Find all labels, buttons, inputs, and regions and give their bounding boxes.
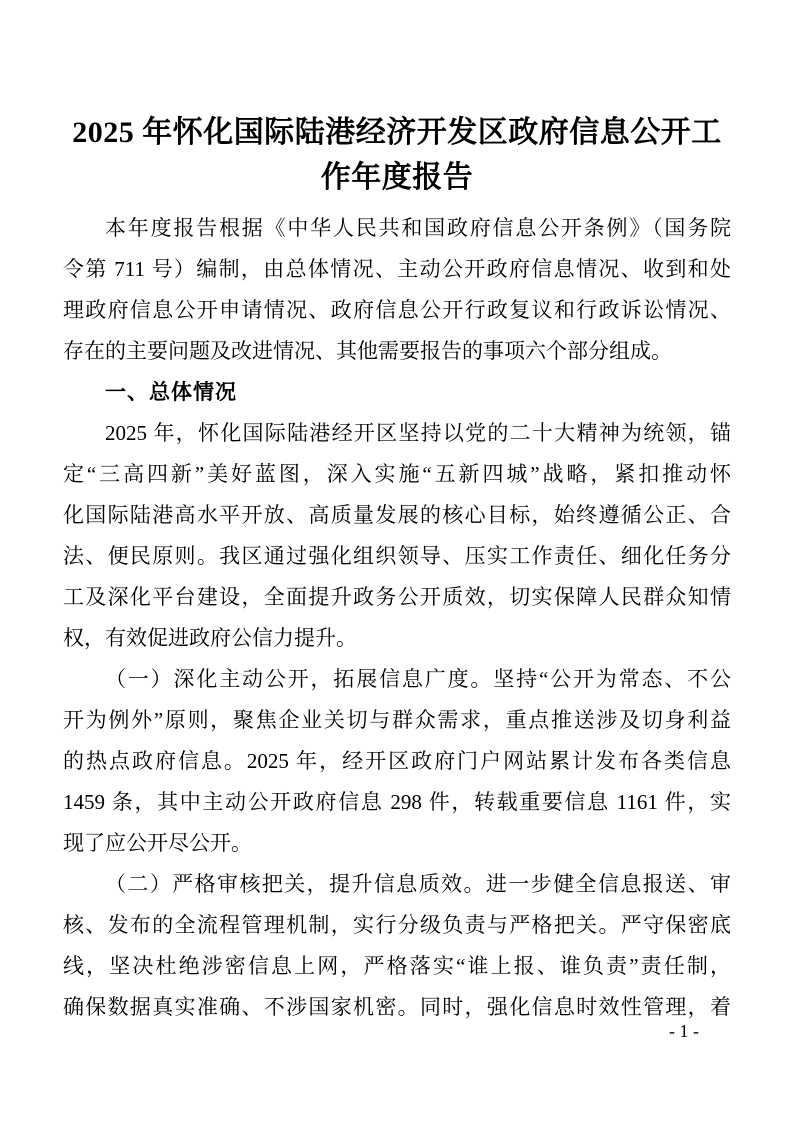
paragraph-line: 开为例外”原则，聚焦企业关切与群众需求，重点推送涉及切身利益 [63, 708, 731, 732]
paragraph-line: 权，有效促进政府公信力提升。 [63, 626, 357, 650]
paragraph-line: 核、发布的全流程管理机制，实行分级负责与严格把关。严守保密底 [63, 913, 731, 937]
paragraph-line: 定“三高四新”美好蓝图，深入实施“五新四城”战略，紧扣推动怀 [63, 462, 731, 486]
paragraph-line: 法、便民原则。我区通过强化组织领导、压实工作责任、细化任务分 [63, 544, 731, 568]
paragraph-line: 令第 711 号）编制，由总体情况、主动公开政府信息情况、收到和处 [63, 257, 731, 281]
document-title [63, 110, 731, 200]
page-number: - 1 - [669, 1021, 699, 1041]
paragraph-line: 工及深化平台建设，全面提升政务公开质效，切实保障人民群众知情 [63, 585, 731, 609]
paragraph-line: 存在的主要问题及改进情况、其他需要报告的事项六个部分组成。 [63, 339, 672, 363]
document-content [63, 110, 731, 1028]
paragraph-line: 现了应公开尽公开。 [63, 831, 252, 855]
document-title-line-2: 作年度报告 [320, 161, 474, 194]
paragraph-line: 本年度报告根据《中华人民共和国政府信息公开条例》（国务院 [105, 216, 731, 240]
paragraph-line: 线，坚决杜绝涉密信息上网，严格落实“谁上报、谁负责”责任制， [63, 954, 731, 978]
paragraph-line: 2025 年，怀化国际陆港经开区坚持以党的二十大精神为统领，锚 [105, 421, 731, 445]
paragraph-line: （一）深化主动公开，拓展信息广度。坚持“公开为常态、不公 [105, 667, 731, 691]
section-heading: 一、总体情况 [105, 381, 237, 404]
paragraph-line: 的热点政府信息。2025 年，经开区政府门户网站累计发布各类信息 [63, 749, 731, 773]
paragraph-line: 确保数据真实准确、不涉国家机密。同时，强化信息时效性管理，着 [63, 995, 731, 1019]
paragraph-line: 化国际陆港高水平开放、高质量发展的核心目标，始终遵循公正、合 [63, 503, 731, 527]
paragraph-line: 1459 条，其中主动公开政府信息 298 件，转载重要信息 1161 件，实 [63, 790, 731, 814]
document-body [63, 208, 731, 1028]
paragraph-line: 理政府信息公开申请情况、政府信息公开行政复议和行政诉讼情况、 [63, 298, 731, 322]
document-title-line-1: 2025 年怀化国际陆港经济开发区政府信息公开工 [72, 116, 722, 149]
paragraph-line: （二）严格审核把关，提升信息质效。进一步健全信息报送、审 [105, 872, 731, 896]
